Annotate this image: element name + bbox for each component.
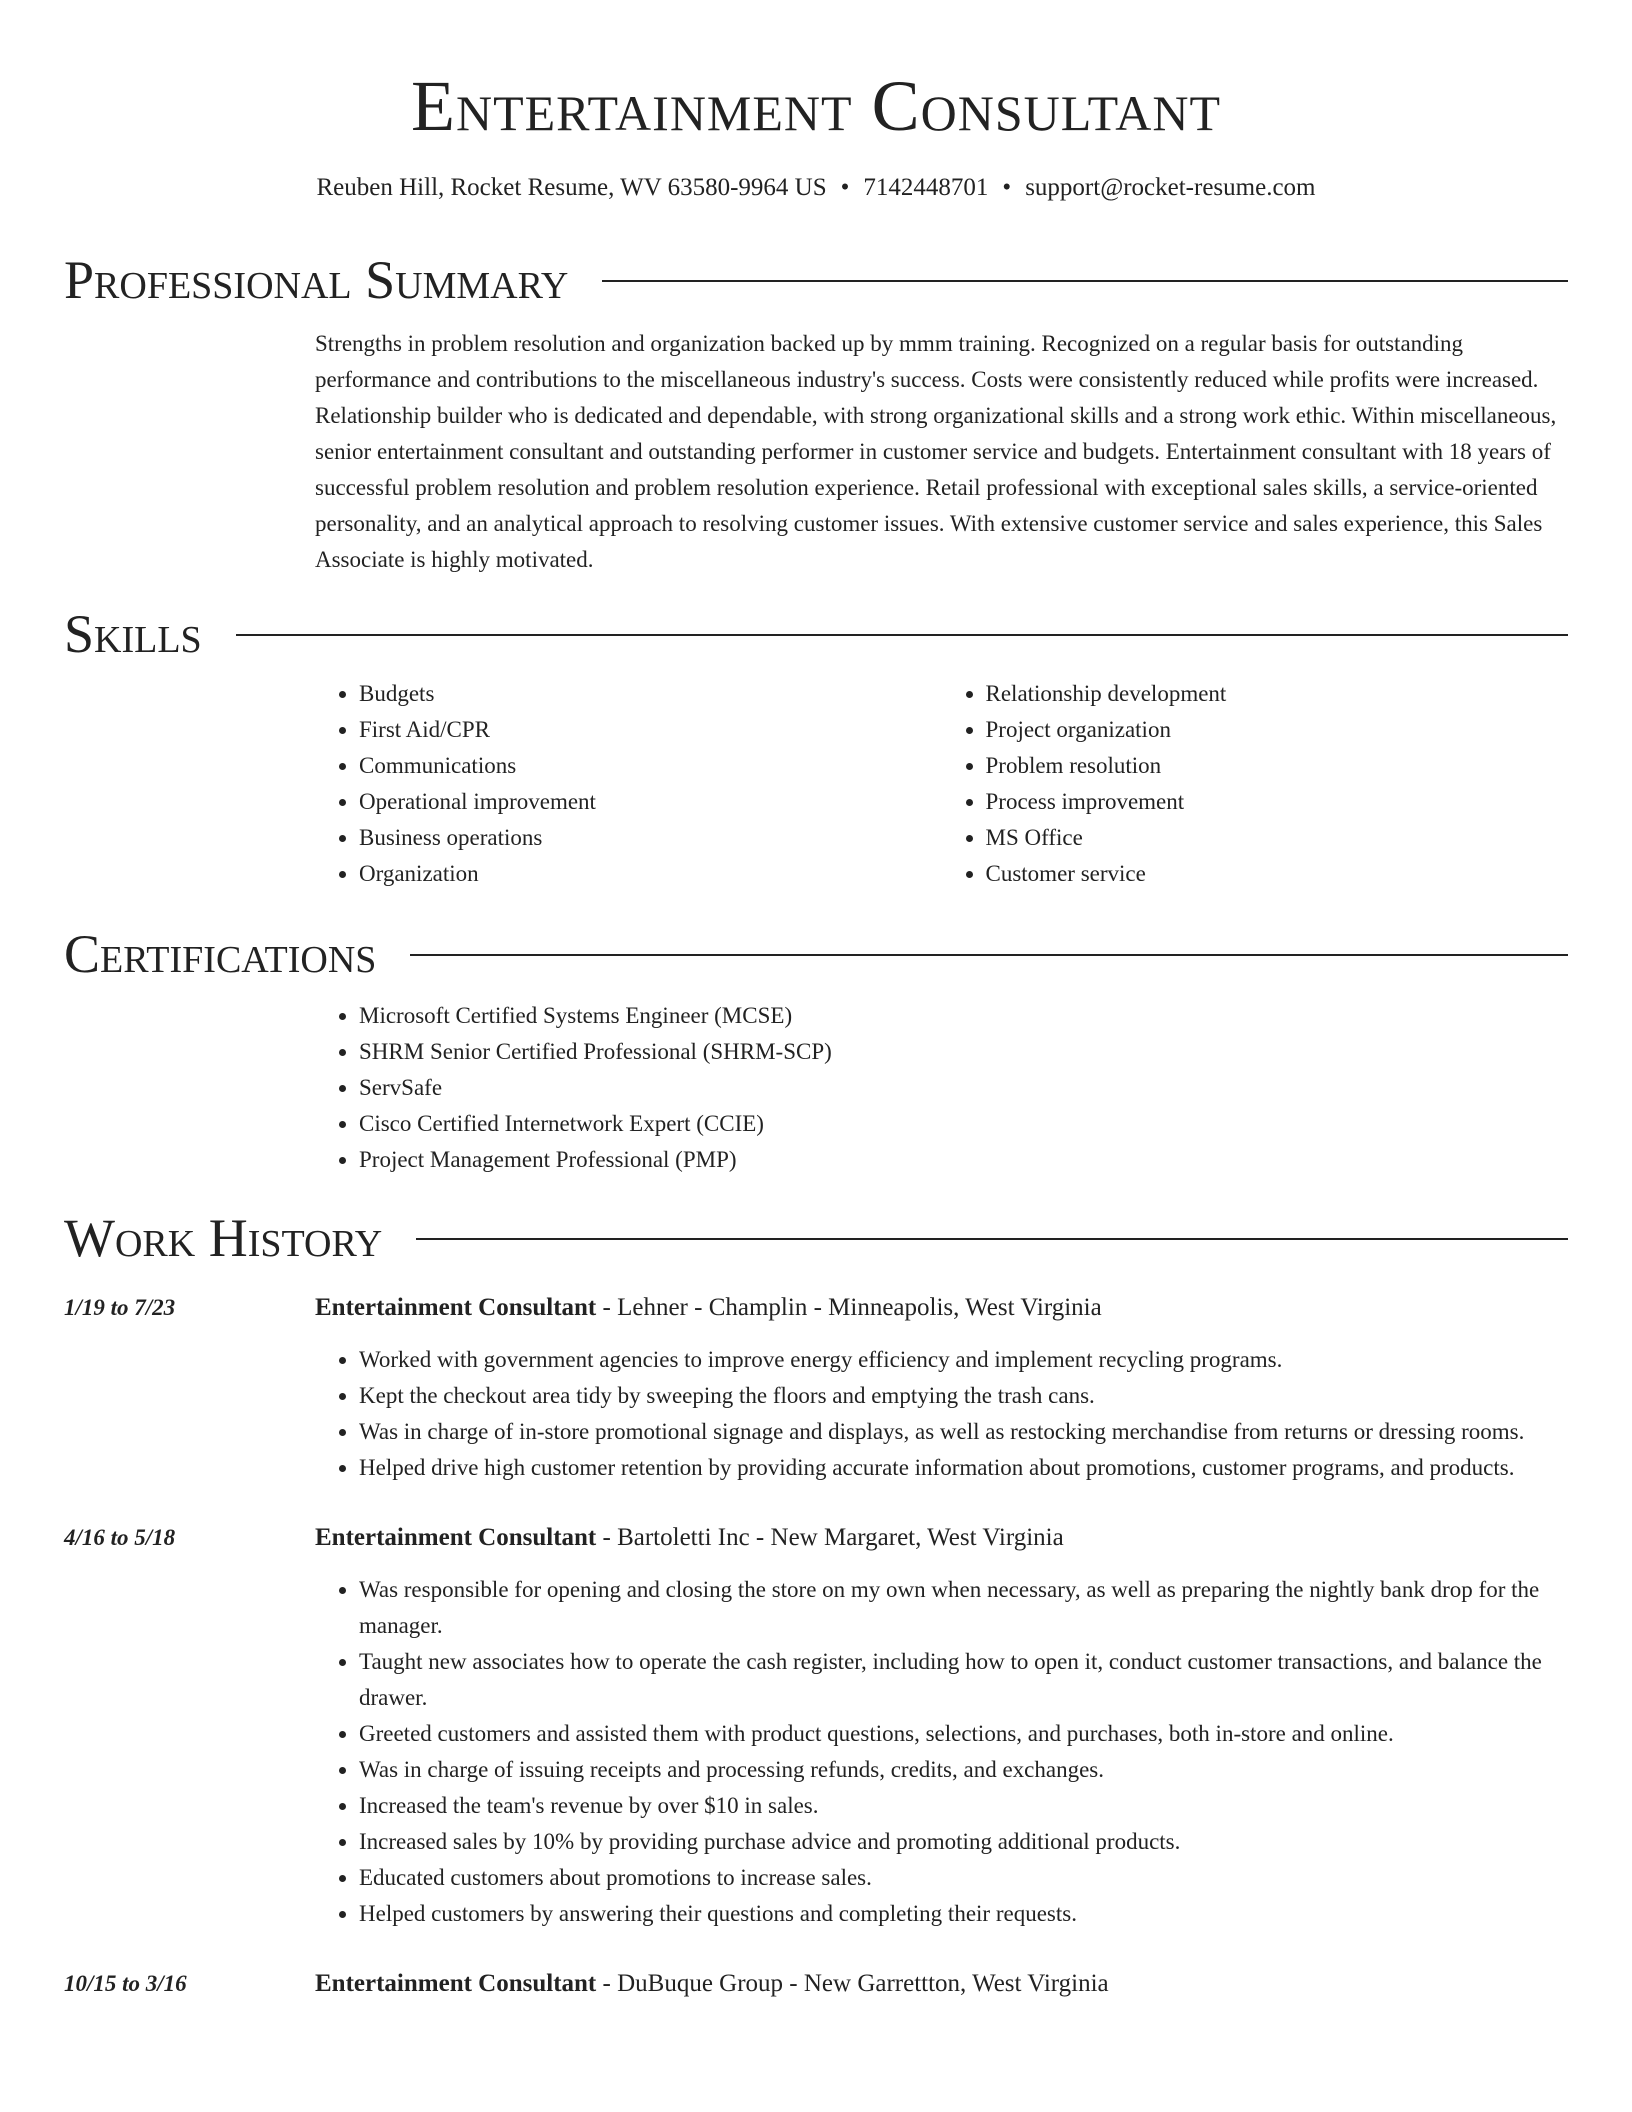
skill-item: • Problem resolution	[986, 748, 1569, 784]
resume-page	[64, 0, 1568, 2002]
summary-heading: Professional Summary	[64, 250, 569, 310]
skill-item: • Operational improvement	[359, 784, 942, 820]
job-duty: • Was in charge of issuing receipts and processing refunds, credits, and exchanges.	[359, 1752, 1568, 1788]
job-duty: • Kept the checkout area tidy by sweeping the floors and emptying the trash cans.	[359, 1378, 1568, 1414]
section-divider	[416, 1238, 1568, 1240]
skill-item: • First Aid/CPR	[359, 712, 942, 748]
job-body	[315, 1966, 1568, 2002]
skill-item: • Budgets	[359, 676, 942, 712]
job-entry	[64, 1520, 1568, 1932]
job-duty: • Increased the team's revenue by over $10 in sales.	[359, 1788, 1568, 1824]
job-heading	[315, 1290, 1568, 1326]
job-duty: • Educated customers about promotions to increase sales.	[359, 1860, 1568, 1896]
skill-item: • MS Office	[986, 820, 1569, 856]
skills-heading: Skills	[64, 604, 202, 664]
job-body	[315, 1520, 1568, 1932]
skills-list	[315, 676, 1568, 892]
skill-item: • Process improvement	[986, 784, 1569, 820]
certifications-section-header	[64, 922, 1568, 986]
job-dates: 10/15 to 3/16	[64, 1971, 187, 1996]
job-duty: • Was in charge of in-store promotional signage and displays, as well as restocking merchandise from returns or dressing rooms.	[359, 1414, 1568, 1450]
job-heading	[315, 1966, 1568, 2002]
skill-item: • Business operations	[359, 820, 942, 856]
contact-email: support@rocket-resume.com	[1025, 174, 1316, 201]
job-entry	[64, 1966, 1568, 2002]
work-history-heading: Work History	[64, 1208, 383, 1268]
work-history-section-header	[64, 1206, 1568, 1270]
job-heading	[315, 1520, 1568, 1556]
certification-item: • SHRM Senior Certified Professional (SHRM-SCP)	[359, 1034, 1568, 1070]
job-company-location: - Bartoletti Inc - New Margaret, West Virginia	[596, 1524, 1064, 1551]
summary-section	[315, 326, 1568, 578]
skill-item: • Communications	[359, 748, 942, 784]
job-duty: • Increased sales by 10% by providing purchase advice and promoting additional products.	[359, 1824, 1568, 1860]
skill-item: • Project organization	[986, 712, 1569, 748]
job-duty: • Greeted customers and assisted them with product questions, selections, and purchases, both in-store and online.	[359, 1716, 1568, 1752]
contact-phone: 7142448701	[863, 174, 989, 201]
skill-item: • Organization	[359, 856, 942, 892]
contact-separator: •	[840, 174, 850, 201]
job-duty: • Worked with government agencies to improve energy efficiency and implement recycling programs.	[359, 1342, 1568, 1378]
job-dates: 1/19 to 7/23	[64, 1295, 176, 1320]
certification-item: • Cisco Certified Internetwork Expert (CCIE)	[359, 1106, 1568, 1142]
certifications-heading: Certifications	[64, 924, 377, 984]
summary-section-header	[64, 248, 1568, 312]
job-company-location: - Lehner - Champlin - Minneapolis, West Virginia	[596, 1294, 1102, 1321]
certifications-section	[315, 998, 1568, 1178]
certification-item: • ServSafe	[359, 1070, 1568, 1106]
section-divider	[410, 954, 1568, 956]
job-duties-list	[315, 1342, 1568, 1486]
job-duty: • Helped customers by answering their questions and completing their requests.	[359, 1896, 1568, 1932]
job-dates: 4/16 to 5/18	[64, 1525, 176, 1550]
skill-item: • Customer service	[986, 856, 1569, 892]
certifications-list	[315, 998, 1568, 1178]
certification-item: • Project Management Professional (PMP)	[359, 1142, 1568, 1178]
job-role: Entertainment Consultant	[315, 1524, 597, 1551]
job-body	[315, 1290, 1568, 1486]
section-divider	[236, 634, 1568, 636]
job-duty: • Helped drive high customer retention by providing accurate information about promotions, customer programs, and products.	[359, 1450, 1568, 1486]
certification-item: • Microsoft Certified Systems Engineer (MCSE)	[359, 998, 1568, 1034]
skills-column-left	[315, 676, 942, 892]
summary-text: Strengths in problem resolution and organization backed up by mmm training. Recognized on a regular basis for outstanding performance and contributions to the miscellaneous industry's success. Costs were consistently reduced while profits were increased. Relationship builder who is dedicated and dependable, with strong organizational skills and a strong work ethic. Within miscellaneous, senior entertainment consultant and outstanding performer in customer service and budgets. Entertainment consultant with 18 years of successful problem resolution and problem resolution experience. Retail professional with exceptional sales skills, a service-oriented personality, and an analytical approach to resolving customer issues. With extensive customer service and sales experience, this Sales Associate is highly motivated.	[315, 331, 1557, 572]
skills-column-right	[942, 676, 1569, 892]
skills-section-header	[64, 602, 1568, 666]
job-duty: • Taught new associates how to operate the cash register, including how to open it, conduct customer transactions, and balance the drawer.	[359, 1644, 1568, 1716]
job-role: Entertainment Consultant	[315, 1970, 597, 1997]
contact-address: Reuben Hill, Rocket Resume, WV 63580-9964 US	[316, 174, 827, 201]
resume-title: Entertainment Consultant	[411, 66, 1221, 146]
job-company-location: - DuBuque Group - New Garrettton, West Virginia	[596, 1970, 1109, 1997]
job-entry	[64, 1290, 1568, 1486]
contact-separator: •	[1002, 174, 1012, 201]
section-divider	[602, 280, 1568, 282]
job-duties-list	[315, 1572, 1568, 1932]
skill-item: • Relationship development	[986, 676, 1569, 712]
job-duty: • Was responsible for opening and closing the store on my own when necessary, as well as preparing the nightly bank drop for the manager.	[359, 1572, 1568, 1644]
job-role: Entertainment Consultant	[315, 1294, 597, 1321]
contact-info	[64, 172, 1568, 204]
